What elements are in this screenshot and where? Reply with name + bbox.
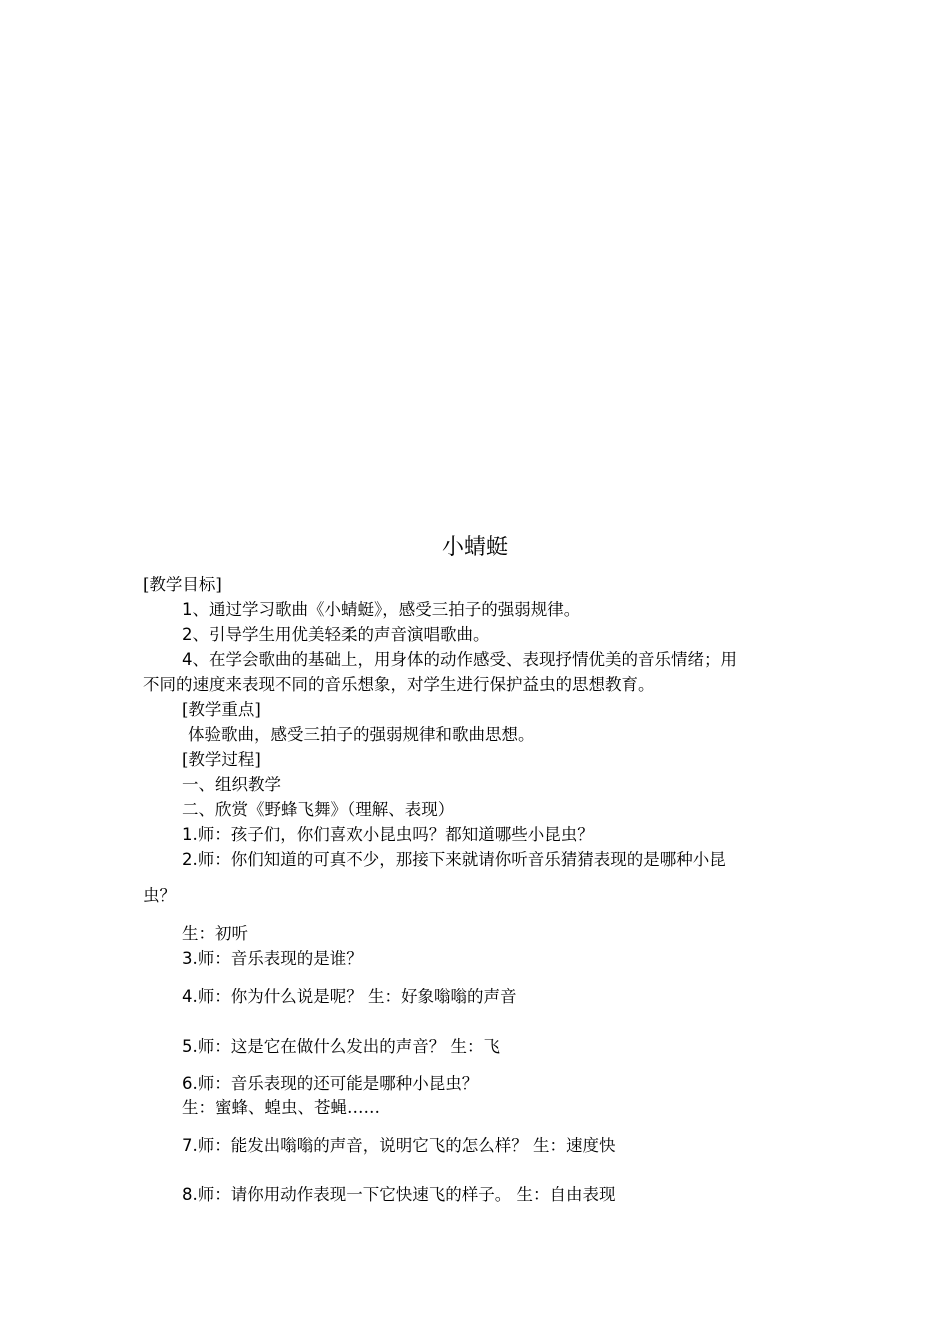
dialogue-line: 6.师：音乐表现的还可能是哪种小昆虫？: [182, 1074, 479, 1093]
dialogue-line: 生：初听: [182, 924, 248, 943]
dialogue-line: 4.师：你为什么说是呢？ 生：好象嗡嗡的声音: [182, 987, 517, 1006]
dialogue-line: 5.师：这是它在做什么发出的声音？ 生：飞: [182, 1037, 500, 1056]
process-step: 一、组织教学: [182, 775, 281, 794]
dialogue-line: 7.师：能发出嗡嗡的声音，说明它飞的怎么样？ 生：速度快: [182, 1136, 616, 1155]
section-heading-key-points: [教学重点]: [182, 700, 261, 719]
dialogue-line: 1.师：孩子们，你们喜欢小昆虫吗？都知道哪些小昆虫？: [182, 825, 594, 844]
objective-item: 1、通过学习歌曲《小蜻蜓》，感受三拍子的强弱规律。: [182, 600, 581, 619]
dialogue-line: 8.师：请你用动作表现一下它快速飞的样子。 生：自由表现: [182, 1185, 616, 1204]
objective-item: 2、引导学生用优美轻柔的声音演唱歌曲。: [182, 625, 490, 644]
section-heading-objectives: [教学目标]: [143, 575, 222, 594]
dialogue-line: 2.师：你们知道的可真不少，那接下来就请你听音乐猜猜表现的是哪种小昆: [182, 850, 726, 869]
dialogue-line: 生：蜜蜂、蝗虫、苍蝇……: [182, 1098, 380, 1117]
key-point-text: 体验歌曲，感受三拍子的强弱规律和歌曲思想。: [188, 725, 535, 744]
objective-item-continuation: 不同的速度来表现不同的音乐想象，对学生进行保护益虫的思想教育。: [143, 675, 655, 694]
process-step: 二、欣赏《野蜂飞舞》（理解、表现）: [182, 800, 455, 819]
dialogue-line: 3.师：音乐表现的是谁？: [182, 949, 363, 968]
document-title: 小蜻蜓: [441, 535, 508, 560]
objective-item: 4、在学会歌曲的基础上，用身体的动作感受、表现抒情优美的音乐情绪；用: [182, 650, 737, 669]
section-heading-process: [教学过程]: [182, 750, 261, 769]
dialogue-line-continuation: 虫？: [143, 886, 176, 905]
